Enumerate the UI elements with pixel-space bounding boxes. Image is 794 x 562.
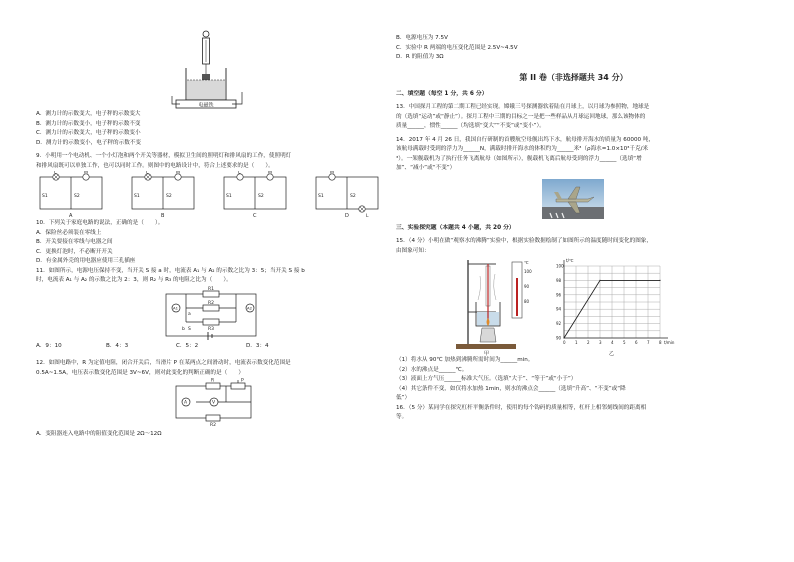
chart-x-tick-label: 1 <box>575 340 578 345</box>
q9-circuits <box>36 171 391 219</box>
temperature-time-chart <box>556 258 675 345</box>
q9-label: L <box>146 171 149 176</box>
q15-sub-3: （3）液面上方气压______标准大气压。（选填“大于”、“等于”或“小于”） <box>396 376 577 382</box>
chart-data-point <box>659 280 660 281</box>
left-column <box>36 30 391 440</box>
q12-option-c: C．实验中 R 两端的电压变化范围是 2.5V~4.5V <box>396 44 518 51</box>
q11-label: A1 <box>173 305 179 310</box>
q10-option-b: B．开关要接在零线与电器之间 <box>36 239 113 245</box>
q9-label: S1 <box>134 194 140 199</box>
q11-label: R3 <box>208 326 214 332</box>
q10-option-c: C．更换灯泡时，不必断开开关 <box>36 248 113 255</box>
chart-x-axis-label: t/min <box>664 340 675 345</box>
q11-label: S <box>188 326 191 332</box>
q12-label: V <box>212 400 216 406</box>
q9-line-1: 9．小明用一个电动机、一个小灯泡和两个开关等器材，模拟卫生间的照明灯和排风扇的工作，使照明灯 <box>36 153 292 159</box>
q9-label: S1 <box>226 194 232 199</box>
q8-option-a: A．测力计的示数变大，电子秤的示数变大 <box>36 111 141 117</box>
q16-line-1: 16．（5 分）某同学在探究杠杆平衡条件时，使用的每个钩码的质量相等，杠杆上相邻刻线间的距离相 <box>396 404 647 411</box>
q14-question <box>396 136 751 174</box>
q12-question <box>36 359 391 378</box>
q11-option-b: B．4：3 <box>106 342 129 349</box>
chart-y-tick-label: 98 <box>556 277 562 283</box>
chart-x-tick-label: 8 <box>659 340 662 345</box>
q8-figure <box>36 30 391 110</box>
q12-option-d: D．R 的阻值为 3Ω <box>396 54 444 60</box>
chart-y-tick-label: 100 <box>556 263 564 269</box>
q9-option-letter: A <box>69 213 73 219</box>
q15-line-1: 15．（4 分）小明在做“观察水的沸腾”实验中，根据实验数据绘制了如图所示的温度随时间变化的图象， <box>396 238 652 244</box>
q9-question <box>36 152 391 171</box>
chart-x-tick-label: 6 <box>635 340 638 345</box>
q9-option-letter: B <box>161 213 165 219</box>
q9-label: M <box>268 171 272 176</box>
q8-option-c: C．测力计的示数变大，电子秤的示数变小 <box>36 130 141 136</box>
q12-label: P <box>241 378 244 384</box>
q10-question <box>36 219 391 267</box>
q11-label: A2 <box>247 305 253 310</box>
q15-sub-4-cont: 低”） <box>396 395 411 401</box>
q13-line-1: 13．中国探月工程的第二期工程已经实现。嫦娥三号探测器软着陆在月球上，以月球为参照物，地球是 <box>396 104 650 110</box>
q11-option-a: A．9：10 <box>36 342 62 349</box>
q15-figures <box>396 256 751 356</box>
q16-question <box>396 404 751 423</box>
q16-line-2: 等。 <box>396 414 408 420</box>
fig-yi-label: 乙 <box>609 351 615 356</box>
q10-option-a: A．保险丝必须装在零线上 <box>36 229 102 236</box>
q11-option-c: C．5：2 <box>176 342 199 349</box>
q12-label: R2 <box>210 423 216 426</box>
q15-sub-1: （1）将水从 90℃ 加热到沸腾所需时间为______min。 <box>396 357 534 363</box>
chart-x-tick-label: 0 <box>563 340 566 345</box>
q9-line-2: 和排风扇既可以单独工作，也可以同时工作。则图中的电路设计中，符合上述要求的是（ ）。 <box>36 162 274 169</box>
chart-x-tick-label: 4 <box>611 340 614 345</box>
q13-line-2: 的（选填“运动”或“静止”）。探月工程中三期的目标之一是把一些样品从月球运回地球，那么该物体的 <box>396 113 646 120</box>
part2-title: 第 II 卷（非选择题共 34 分） <box>519 72 628 82</box>
q12-remaining-options <box>396 34 751 63</box>
chart-y-tick-label: 96 <box>556 292 562 298</box>
q9-label: S2 <box>258 194 264 199</box>
thermo-tick: 80 <box>524 299 530 304</box>
q11-label: b <box>182 326 185 332</box>
q12-line-1: 12．如图电路中，R 为定值电阻，闭合开关后，当滑片 P 在某两点之间滑动时，电流表示数变化范围是 <box>36 360 291 366</box>
q15-sub-2: （2）水的沸点是______℃。 <box>396 366 468 373</box>
q12-line-2: 0.5A~1.5A，电压表示数变化范围是 3V~6V，则对此变化的判断正确的是（ ） <box>36 369 244 376</box>
q14-line-4: 加”、“减小”或“不变”） <box>396 165 456 171</box>
q9-label: L <box>366 214 369 219</box>
chart-data-point <box>599 280 600 281</box>
experiment-section-title: 三、实验探究题（本题共 4 小题，共 20 分） <box>396 224 515 231</box>
q15-sub-4: （4）其它条件不变，如仅将水加热 1min，则水的沸点会______（选填“升高”、“不变”或“降 <box>396 385 626 392</box>
q13-question <box>396 103 751 132</box>
fig-jia-label: 甲 <box>484 351 490 356</box>
q12-circuit <box>36 378 391 426</box>
thermo-tick: 90 <box>524 284 530 289</box>
q12-label: R <box>211 378 215 384</box>
chart-y-tick-label: 94 <box>556 306 562 312</box>
q8-option-d: D．测力计的示数变小，电子秤的示数不变 <box>36 139 141 146</box>
q11-option-d: D．3：4 <box>246 342 269 349</box>
q10-option-d: D．有金属外壳的用电器应使用三孔插座 <box>36 258 136 264</box>
q11-circuit <box>36 286 391 342</box>
q11-label: R1 <box>208 286 214 292</box>
thermo-unit: ℃ <box>524 260 529 265</box>
q8-option-b: B．测力计的示数变小，电子秤的示数不变 <box>36 120 141 127</box>
q9-option-letter: C <box>253 213 257 219</box>
q9-label: S2 <box>74 194 80 199</box>
q9-label: S1 <box>42 194 48 199</box>
boiling-apparatus-icon <box>456 260 516 356</box>
q11-line-1: 11．如图所示，电源电压保持不变，当开关 S 接 a 时，电流表 A₁ 与 A₂ 的示数之比为 3：5；当开关 S 接 b <box>36 267 305 274</box>
chart-y-axis-label: t/℃ <box>566 258 574 263</box>
q11-question <box>36 267 391 286</box>
q11-label: R2 <box>208 300 214 306</box>
q11-label: a <box>188 311 191 317</box>
q8-options <box>36 110 391 148</box>
q9-label: L <box>54 171 57 176</box>
spring-balance-icon <box>202 31 210 83</box>
q14-line-1: 14．2017 年 4 月 26 日，我国自行研制的首艘航空母舰出坞下水，航母排开海水的质量为 60000 吨， <box>396 136 655 143</box>
q9-label: S2 <box>166 194 172 199</box>
aircraft-carrier-photo <box>396 177 751 221</box>
beaker-label: 电磁铁 <box>198 102 214 109</box>
right-column <box>396 30 751 423</box>
chart-x-tick-label: 7 <box>647 340 650 345</box>
thermo-tick: 100 <box>524 269 532 274</box>
q10-line-1: 10．下列关于家庭电路的说法，正确的是（ ）。 <box>36 220 164 226</box>
chart-x-tick-label: 3 <box>599 340 602 345</box>
q15-line-2: 由图象可知： <box>396 247 430 254</box>
q9-label: M <box>176 171 180 176</box>
chart-x-tick-label: 5 <box>623 340 626 345</box>
fill-blank-section-title: 二、填空题（每空 1 分，共 6 分） <box>396 90 488 97</box>
q9-option-letter: D <box>345 213 349 219</box>
q9-label: M <box>330 171 334 176</box>
thermometer-scale <box>512 260 532 318</box>
q15-question <box>396 237 751 256</box>
chart-y-tick-label: 90 <box>556 335 562 341</box>
q15-answers <box>396 356 751 404</box>
chart-data-point <box>563 337 564 338</box>
q12-option-b: B．电源电压为 7.5V <box>396 35 448 41</box>
q13-line-3: 质量______，惯性______（均选填“变大”“不变”或“变小”）。 <box>396 123 545 129</box>
q9-label: L <box>238 171 241 176</box>
q14-line-2: 该航母满载时受到的浮力为______N，满载时排开海水的体积约为______米³（ρ海水=1.0×10³千克/米 <box>396 146 649 152</box>
q9-label: S1 <box>318 194 324 199</box>
chart-x-tick-label: 2 <box>587 340 590 345</box>
q14-line-3: ³）。一架舰载机为了执行任务飞离航母（如图所示），舰载机飞离后航母受到的浮力______（选填“增 <box>396 155 642 162</box>
q9-label: S2 <box>350 194 356 199</box>
q12-label: A <box>184 400 188 406</box>
q12-option-a: A．变阻器连入电路中的阻值变化范围是 2Ω～12Ω <box>36 431 162 437</box>
q11-line-2: 时，电流表 A₁ 与 A₂ 的示数之比为 2：3，则 R₂ 与 R₃ 的电阻之比为（ ）。 <box>36 277 232 283</box>
q11-options <box>36 342 391 352</box>
chart-y-tick-label: 92 <box>556 321 562 327</box>
q9-label: M <box>84 171 88 176</box>
